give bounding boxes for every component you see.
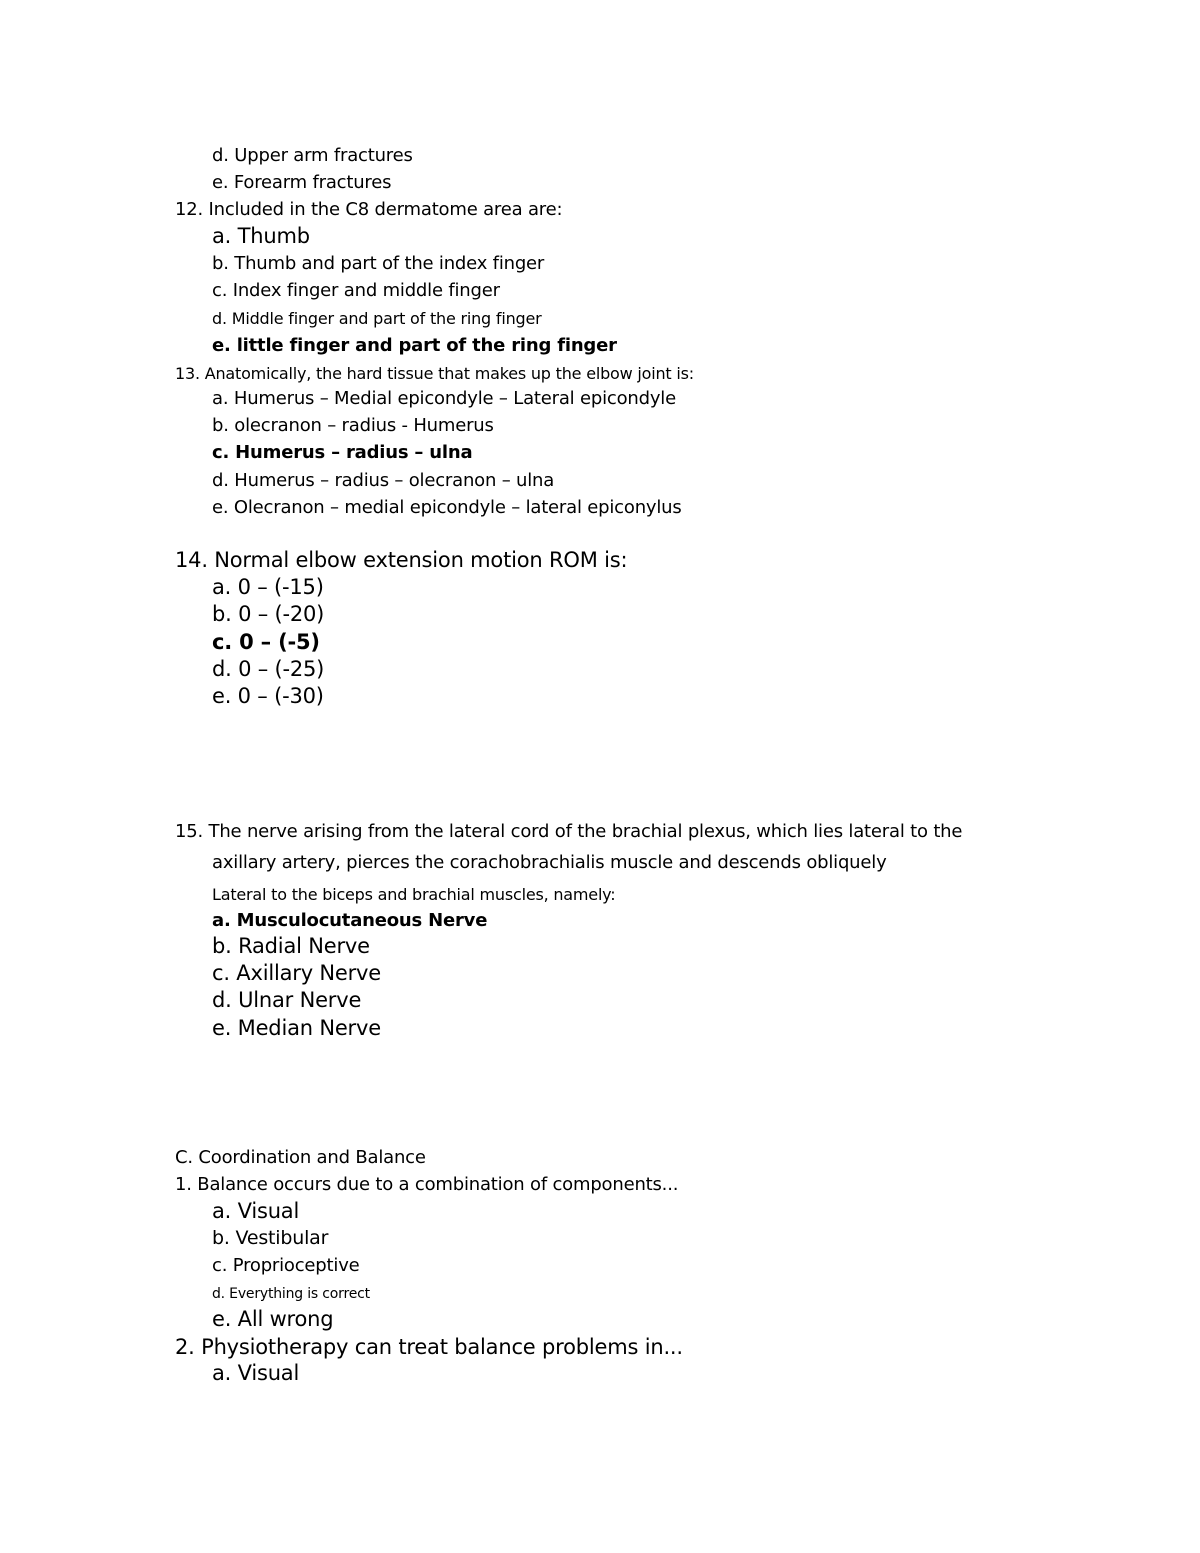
option-12c: c. Index finger and middle finger <box>212 280 500 301</box>
question-c1: 1. Balance occurs due to a combination of components... <box>175 1174 679 1195</box>
option-13e: e. Olecranon – medial epicondyle – lateral epiconylus <box>212 497 682 518</box>
option-c1c: c. Proprioceptive <box>212 1255 360 1276</box>
question-15-line-2: axillary artery, pierces the corachobrachialis muscle and descends obliquely <box>212 852 887 873</box>
option-c1b: b. Vestibular <box>212 1227 329 1249</box>
question-13: 13. Anatomically, the hard tissue that makes up the elbow joint is: <box>175 364 694 383</box>
option-15e: e. Median Nerve <box>212 1016 381 1040</box>
option-c1a: a. Visual <box>212 1199 300 1223</box>
question-12: 12. Included in the C8 dermatome area are: <box>175 199 563 220</box>
question-14: 14. Normal elbow extension motion ROM is: <box>175 548 628 572</box>
option-c1e: e. All wrong <box>212 1307 334 1331</box>
option-c1d: d. Everything is correct <box>212 1286 370 1302</box>
question-15-line-1: 15. The nerve arising from the lateral cord of the brachial plexus, which lies lateral to the <box>175 821 963 842</box>
option-12d: d. Middle finger and part of the ring finger <box>212 309 542 328</box>
option-c2a: a. Visual <box>212 1361 300 1385</box>
option-13c-correct: c. Humerus – radius – ulna <box>212 442 473 463</box>
option-14b: b. 0 – (-20) <box>212 602 325 626</box>
option-13a: a. Humerus – Medial epicondyle – Lateral epicondyle <box>212 388 676 409</box>
option-12a: a. Thumb <box>212 224 310 248</box>
section-heading-c: C. Coordination and Balance <box>175 1147 426 1168</box>
option-15a-correct: a. Musculocutaneous Nerve <box>212 910 488 931</box>
question-15-line-3: Lateral to the biceps and brachial muscles, namely: <box>212 885 616 904</box>
option-14c-correct: c. 0 – (-5) <box>212 630 320 654</box>
option-12b: b. Thumb and part of the index finger <box>212 253 545 274</box>
option-11e: e. Forearm fractures <box>212 172 392 193</box>
option-15d: d. Ulnar Nerve <box>212 988 362 1012</box>
option-15c: c. Axillary Nerve <box>212 961 382 985</box>
option-12e-correct: e. little finger and part of the ring finger <box>212 335 617 356</box>
option-14e: e. 0 – (-30) <box>212 684 324 708</box>
option-14d: d. 0 – (-25) <box>212 657 325 681</box>
option-11d: d. Upper arm fractures <box>212 145 413 166</box>
option-13b: b. olecranon – radius - Humerus <box>212 415 494 436</box>
option-15b: b. Radial Nerve <box>212 934 370 958</box>
option-13d: d. Humerus – radius – olecranon – ulna <box>212 470 555 491</box>
option-14a: a. 0 – (-15) <box>212 575 324 599</box>
question-c2: 2. Physiotherapy can treat balance problems in... <box>175 1335 683 1359</box>
